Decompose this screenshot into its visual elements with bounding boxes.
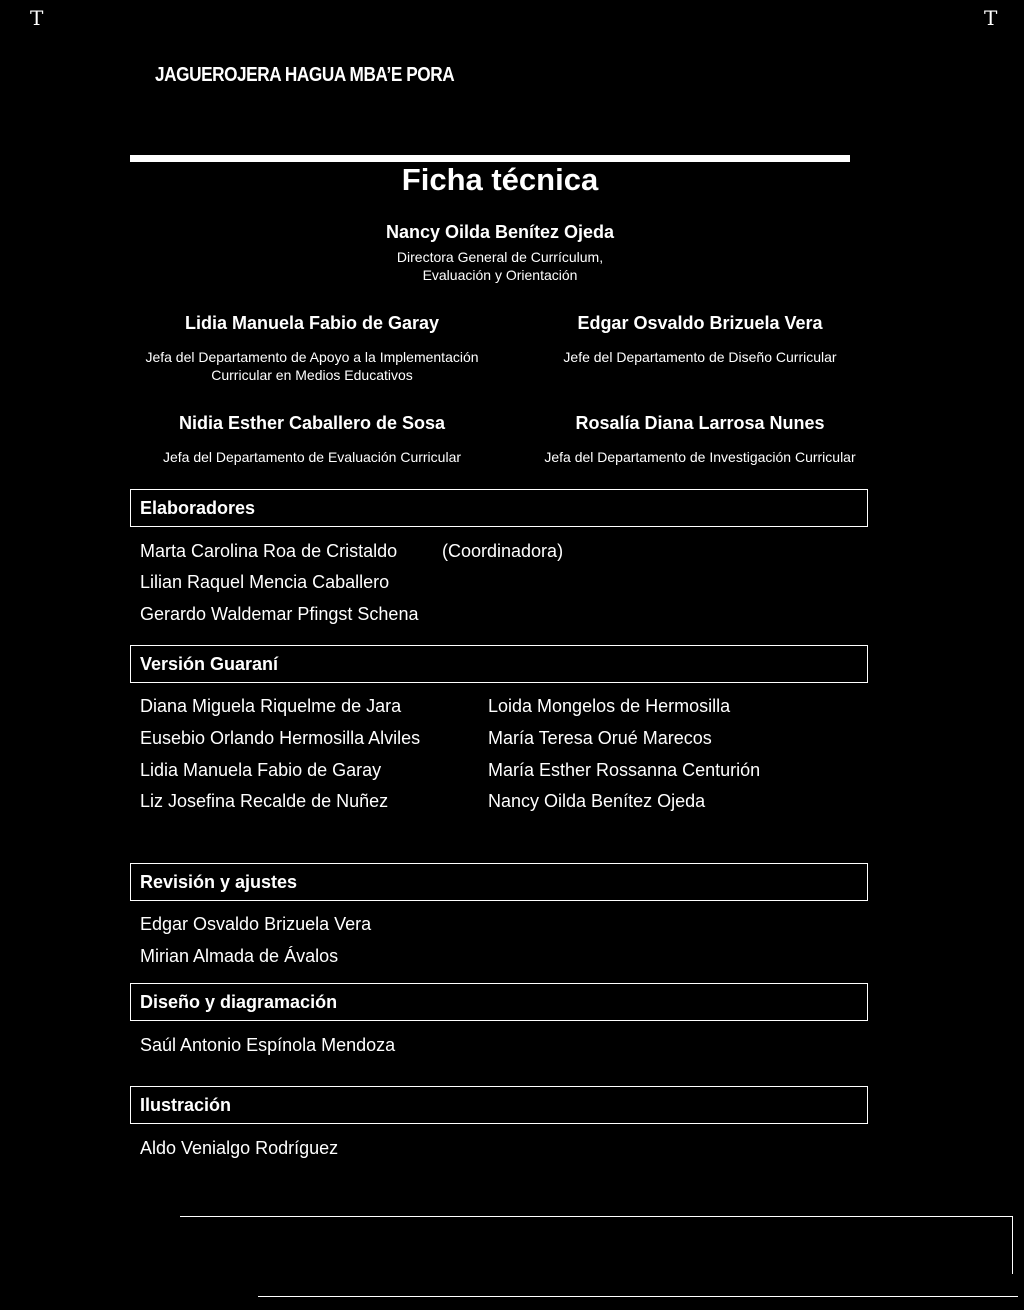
list-item: Diana Miguela Riquelme de Jara (140, 696, 402, 716)
list-item: Liz Josefina Recalde de Nuñez (140, 791, 389, 811)
head-block-1 (112, 313, 512, 384)
list-item: Marta Carolina Roa de Cristaldo (140, 541, 398, 561)
page-title: Ficha técnica (401, 162, 599, 197)
corner-mark-right: T (984, 6, 998, 30)
list-item: Loida Mongelos de Hermosilla (488, 696, 731, 716)
head-name: Nidia Esther Caballero de Sosa (178, 413, 446, 433)
corner-mark-left: T (30, 6, 44, 30)
book-title: JAGUEROJERA HAGUA MBA’E PORA (155, 64, 455, 86)
title-rule (130, 155, 850, 162)
head-role-line2: Curricular en Medios Educativos (211, 367, 413, 383)
footer-rule-vertical (1012, 1216, 1013, 1274)
section-heading-ilustracion: Ilustración (130, 1086, 868, 1124)
head-role-line1: Jefa del Departamento de Evaluación Curricular (162, 449, 462, 465)
head-block-3 (112, 413, 512, 466)
list-item: Gerardo Waldemar Pfingst Schena (140, 604, 419, 624)
list-item: Saúl Antonio Espínola Mendoza (140, 1035, 396, 1055)
footer-rule-bottom (258, 1296, 1018, 1297)
head-name: Rosalía Diana Larrosa Nunes (575, 413, 825, 433)
list-item: Mirian Almada de Ávalos (140, 946, 339, 966)
director-role-line2: Evaluación y Orientación (422, 267, 578, 283)
list-item: Nancy Oilda Benítez Ojeda (488, 791, 706, 811)
section-heading-version-guarani: Versión Guaraní (130, 645, 868, 683)
list-item: Lilian Raquel Mencia Caballero (140, 572, 390, 592)
list-item: Lidia Manuela Fabio de Garay (140, 760, 382, 780)
list-item: María Esther Rossanna Centurión (488, 760, 761, 780)
head-role-line1: Jefa del Departamento de Investigación Curricular (544, 449, 856, 465)
list-item: Edgar Osvaldo Brizuela Vera (140, 914, 372, 934)
section-heading-elaboradores: Elaboradores (130, 489, 868, 527)
section-heading-revision: Revisión y ajustes (130, 863, 868, 901)
list-item: María Teresa Orué Marecos (488, 728, 712, 748)
section-heading-diseno: Diseño y diagramación (130, 983, 868, 1021)
head-role-line1: Jefe del Departamento de Diseño Curricular (563, 349, 837, 365)
head-block-2 (500, 313, 900, 366)
director-role-line1: Directora General de Currículum, (396, 249, 604, 265)
head-name: Edgar Osvaldo Brizuela Vera (577, 313, 823, 333)
director-name: Nancy Oilda Benítez Ojeda (385, 222, 615, 242)
director-block (300, 222, 700, 284)
head-block-4 (500, 413, 900, 466)
coordinator-note: (Coordinadora) (442, 541, 564, 561)
footer-rule (180, 1216, 1012, 1217)
list-item: Eusebio Orlando Hermosilla Alviles (140, 728, 421, 748)
head-role-line1: Jefa del Departamento de Apoyo a la Implementación (145, 349, 479, 365)
head-name: Lidia Manuela Fabio de Garay (184, 313, 440, 333)
list-item: Aldo Venialgo Rodríguez (140, 1138, 339, 1158)
